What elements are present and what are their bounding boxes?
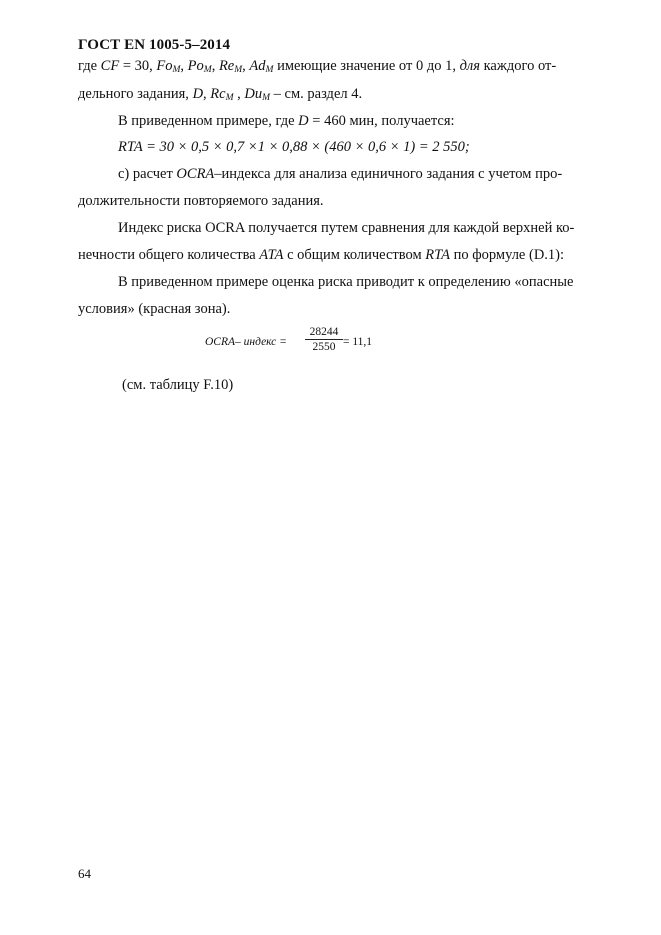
formula-lhs: OCRA– индекс = [205, 336, 287, 348]
page-number: 64 [78, 866, 91, 881]
paragraph-line-9: В приведенном примере оценка риска приводит к определению «опасные [118, 274, 574, 290]
formula-denominator: 2550 [312, 341, 336, 353]
paragraph-line-7: Индекс риска OCRA получается путем сравнения для каждой верхней ко- [118, 220, 575, 236]
ocra-index-formula [205, 326, 405, 362]
paragraph-line-3: В приведенном примере, где D = 460 мин, получается: [118, 113, 455, 129]
document-header: ГОСТ EN 1005-5–2014 [78, 37, 231, 53]
formula-numerator: 28244 [305, 326, 343, 340]
paragraph-line-10: условия» (красная зона). [78, 301, 231, 317]
paragraph-line-6: должительности повторяемого задания. [78, 193, 324, 209]
paragraph-line-1: где CF = 30, $Fo_M$, $Po_M$, $Re_M$, $Ad_M$ имеющие значение от 0 до 1, для каждого от- [78, 58, 557, 75]
formula-result: = 11,1 [343, 336, 373, 348]
paragraph-line-8: нечности общего количества ATA с общим количеством RTA по формуле (D.1): [78, 247, 565, 263]
table-reference: (см. таблицу F.10) [122, 377, 234, 393]
paragraph-line-5: с) расчет OCRA–индекса для анализа единичного задания с учетом про- [118, 166, 563, 182]
formula-fraction [305, 326, 343, 353]
paragraph-line-2: дельного задания, D, $Rc_M$ , $Du_M$ – см. раздел 4. [78, 86, 363, 103]
rta-formula-line: RTA = 30 × 0,5 × 0,7 ×1 × 0,88 × (460 × 0,6 × 1) = 2 550; [118, 139, 470, 155]
